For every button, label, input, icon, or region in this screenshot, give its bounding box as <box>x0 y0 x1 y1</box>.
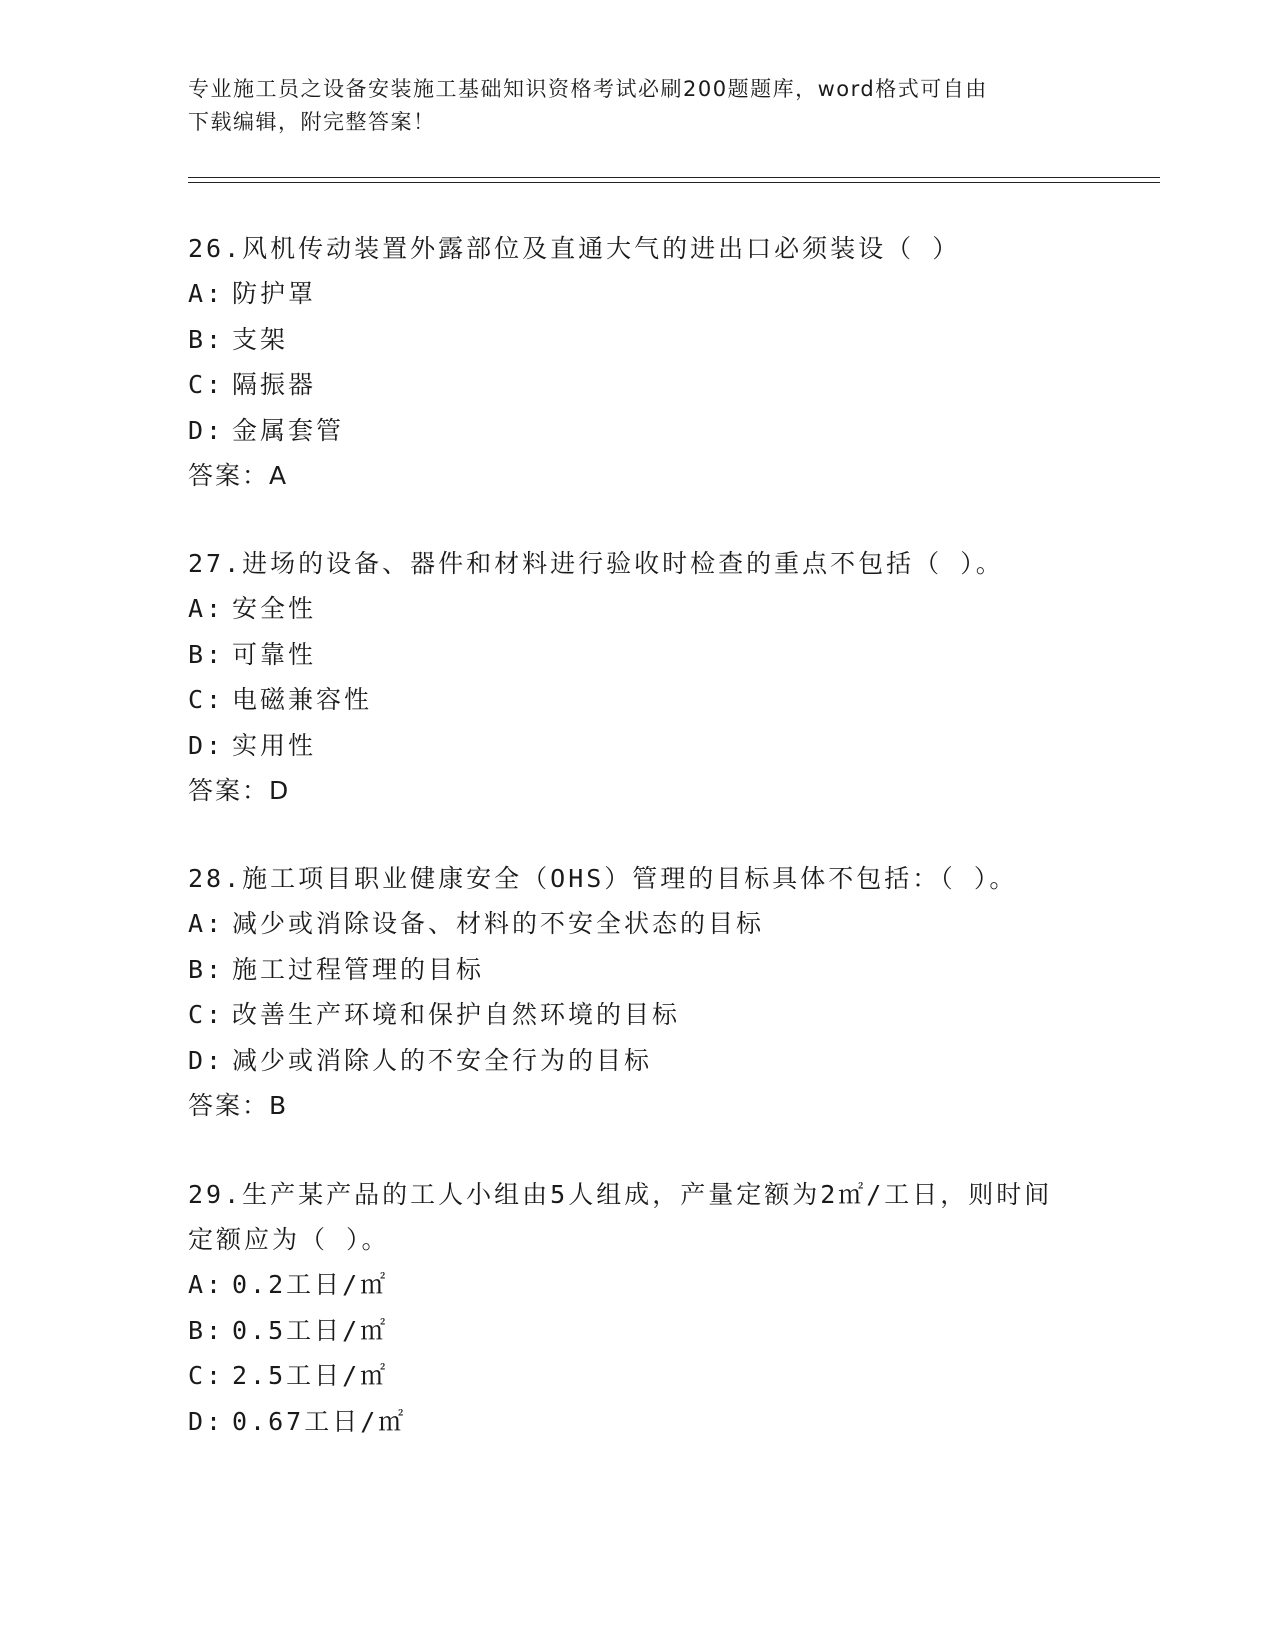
option-d <box>188 408 1088 454</box>
header-divider-bottom <box>188 182 1160 183</box>
header-divider-top <box>188 177 1160 178</box>
question-29 <box>188 1172 1068 1444</box>
option-letter: A: <box>188 594 225 623</box>
answer-line: 答案：A <box>188 461 289 490</box>
question-28 <box>188 856 1088 1128</box>
option-c <box>188 362 1088 408</box>
option-text: 施工过程管理的目标 <box>232 954 485 984</box>
option-letter: D: <box>188 1045 225 1075</box>
option-a <box>188 1262 1068 1308</box>
question-27 <box>188 541 1088 813</box>
header-line-1: 专业施工员之设备安装施工基础知识资格考试必刷200题题库，word格式可自由 <box>188 77 988 101</box>
option-a <box>188 586 1088 632</box>
option-b <box>188 947 1088 993</box>
option-letter: C: <box>188 685 225 714</box>
header-line-2: 下载编辑，附完整答案！ <box>188 110 436 134</box>
option-letter: C: <box>188 370 225 399</box>
question-stem: 28.施工项目职业健康安全（OHS）管理的目标具体不包括：（ ）。 <box>188 864 1018 893</box>
option-d <box>188 1399 1068 1445</box>
option-text: 改善生产环境和保护自然环境的目标 <box>232 1000 681 1029</box>
option-text: 减少或消除人的不安全行为的目标 <box>232 1045 653 1075</box>
option-b <box>188 632 1088 678</box>
option-d <box>188 723 1088 769</box>
answer-line: 答案：B <box>188 1091 289 1120</box>
option-text: 0.5工日/㎡ <box>232 1315 389 1345</box>
document-header <box>188 73 1088 139</box>
option-letter: D: <box>188 730 225 760</box>
question-stem: 26.风机传动装置外露部位及直通大气的进出口必须装设（ ） <box>188 234 961 263</box>
option-text: 2.5工日/㎡ <box>232 1361 389 1390</box>
option-letter: D: <box>188 415 225 445</box>
option-text: 隔振器 <box>232 370 317 399</box>
option-letter: B: <box>188 1315 225 1345</box>
option-text: 减少或消除设备、材料的不安全状态的目标 <box>232 909 765 938</box>
option-c <box>188 1353 1068 1399</box>
option-b <box>188 1308 1068 1354</box>
option-text: 可靠性 <box>232 639 317 669</box>
option-letter: D: <box>188 1406 225 1436</box>
option-text: 实用性 <box>232 730 317 760</box>
option-letter: B: <box>188 324 225 354</box>
option-letter: C: <box>188 1361 225 1390</box>
option-text: 安全性 <box>232 594 317 623</box>
option-letter: B: <box>188 954 225 984</box>
option-text: 支架 <box>232 324 289 354</box>
option-text: 防护罩 <box>232 279 317 308</box>
option-a <box>188 271 1088 317</box>
option-c <box>188 992 1088 1038</box>
option-letter: A: <box>188 1270 225 1299</box>
question-stem: 29.生产某产品的工人小组由5人组成，产量定额为2㎡/工日，则时间定额应为（ ）。 <box>188 1180 1053 1254</box>
option-text: 0.2工日/㎡ <box>232 1270 389 1299</box>
option-text: 电磁兼容性 <box>232 685 373 714</box>
answer-line: 答案：D <box>188 776 291 805</box>
option-text: 0.67工日/㎡ <box>232 1406 407 1436</box>
option-letter: C: <box>188 1000 225 1029</box>
option-a <box>188 901 1088 947</box>
question-26 <box>188 226 1088 498</box>
option-text: 金属套管 <box>232 415 345 445</box>
option-letter: B: <box>188 639 225 669</box>
option-letter: A: <box>188 279 225 308</box>
option-b <box>188 317 1088 363</box>
option-d <box>188 1038 1088 1084</box>
option-letter: A: <box>188 909 225 938</box>
option-c <box>188 677 1088 723</box>
question-stem: 27.进场的设备、器件和材料进行验收时检查的重点不包括（ ）。 <box>188 549 1004 578</box>
